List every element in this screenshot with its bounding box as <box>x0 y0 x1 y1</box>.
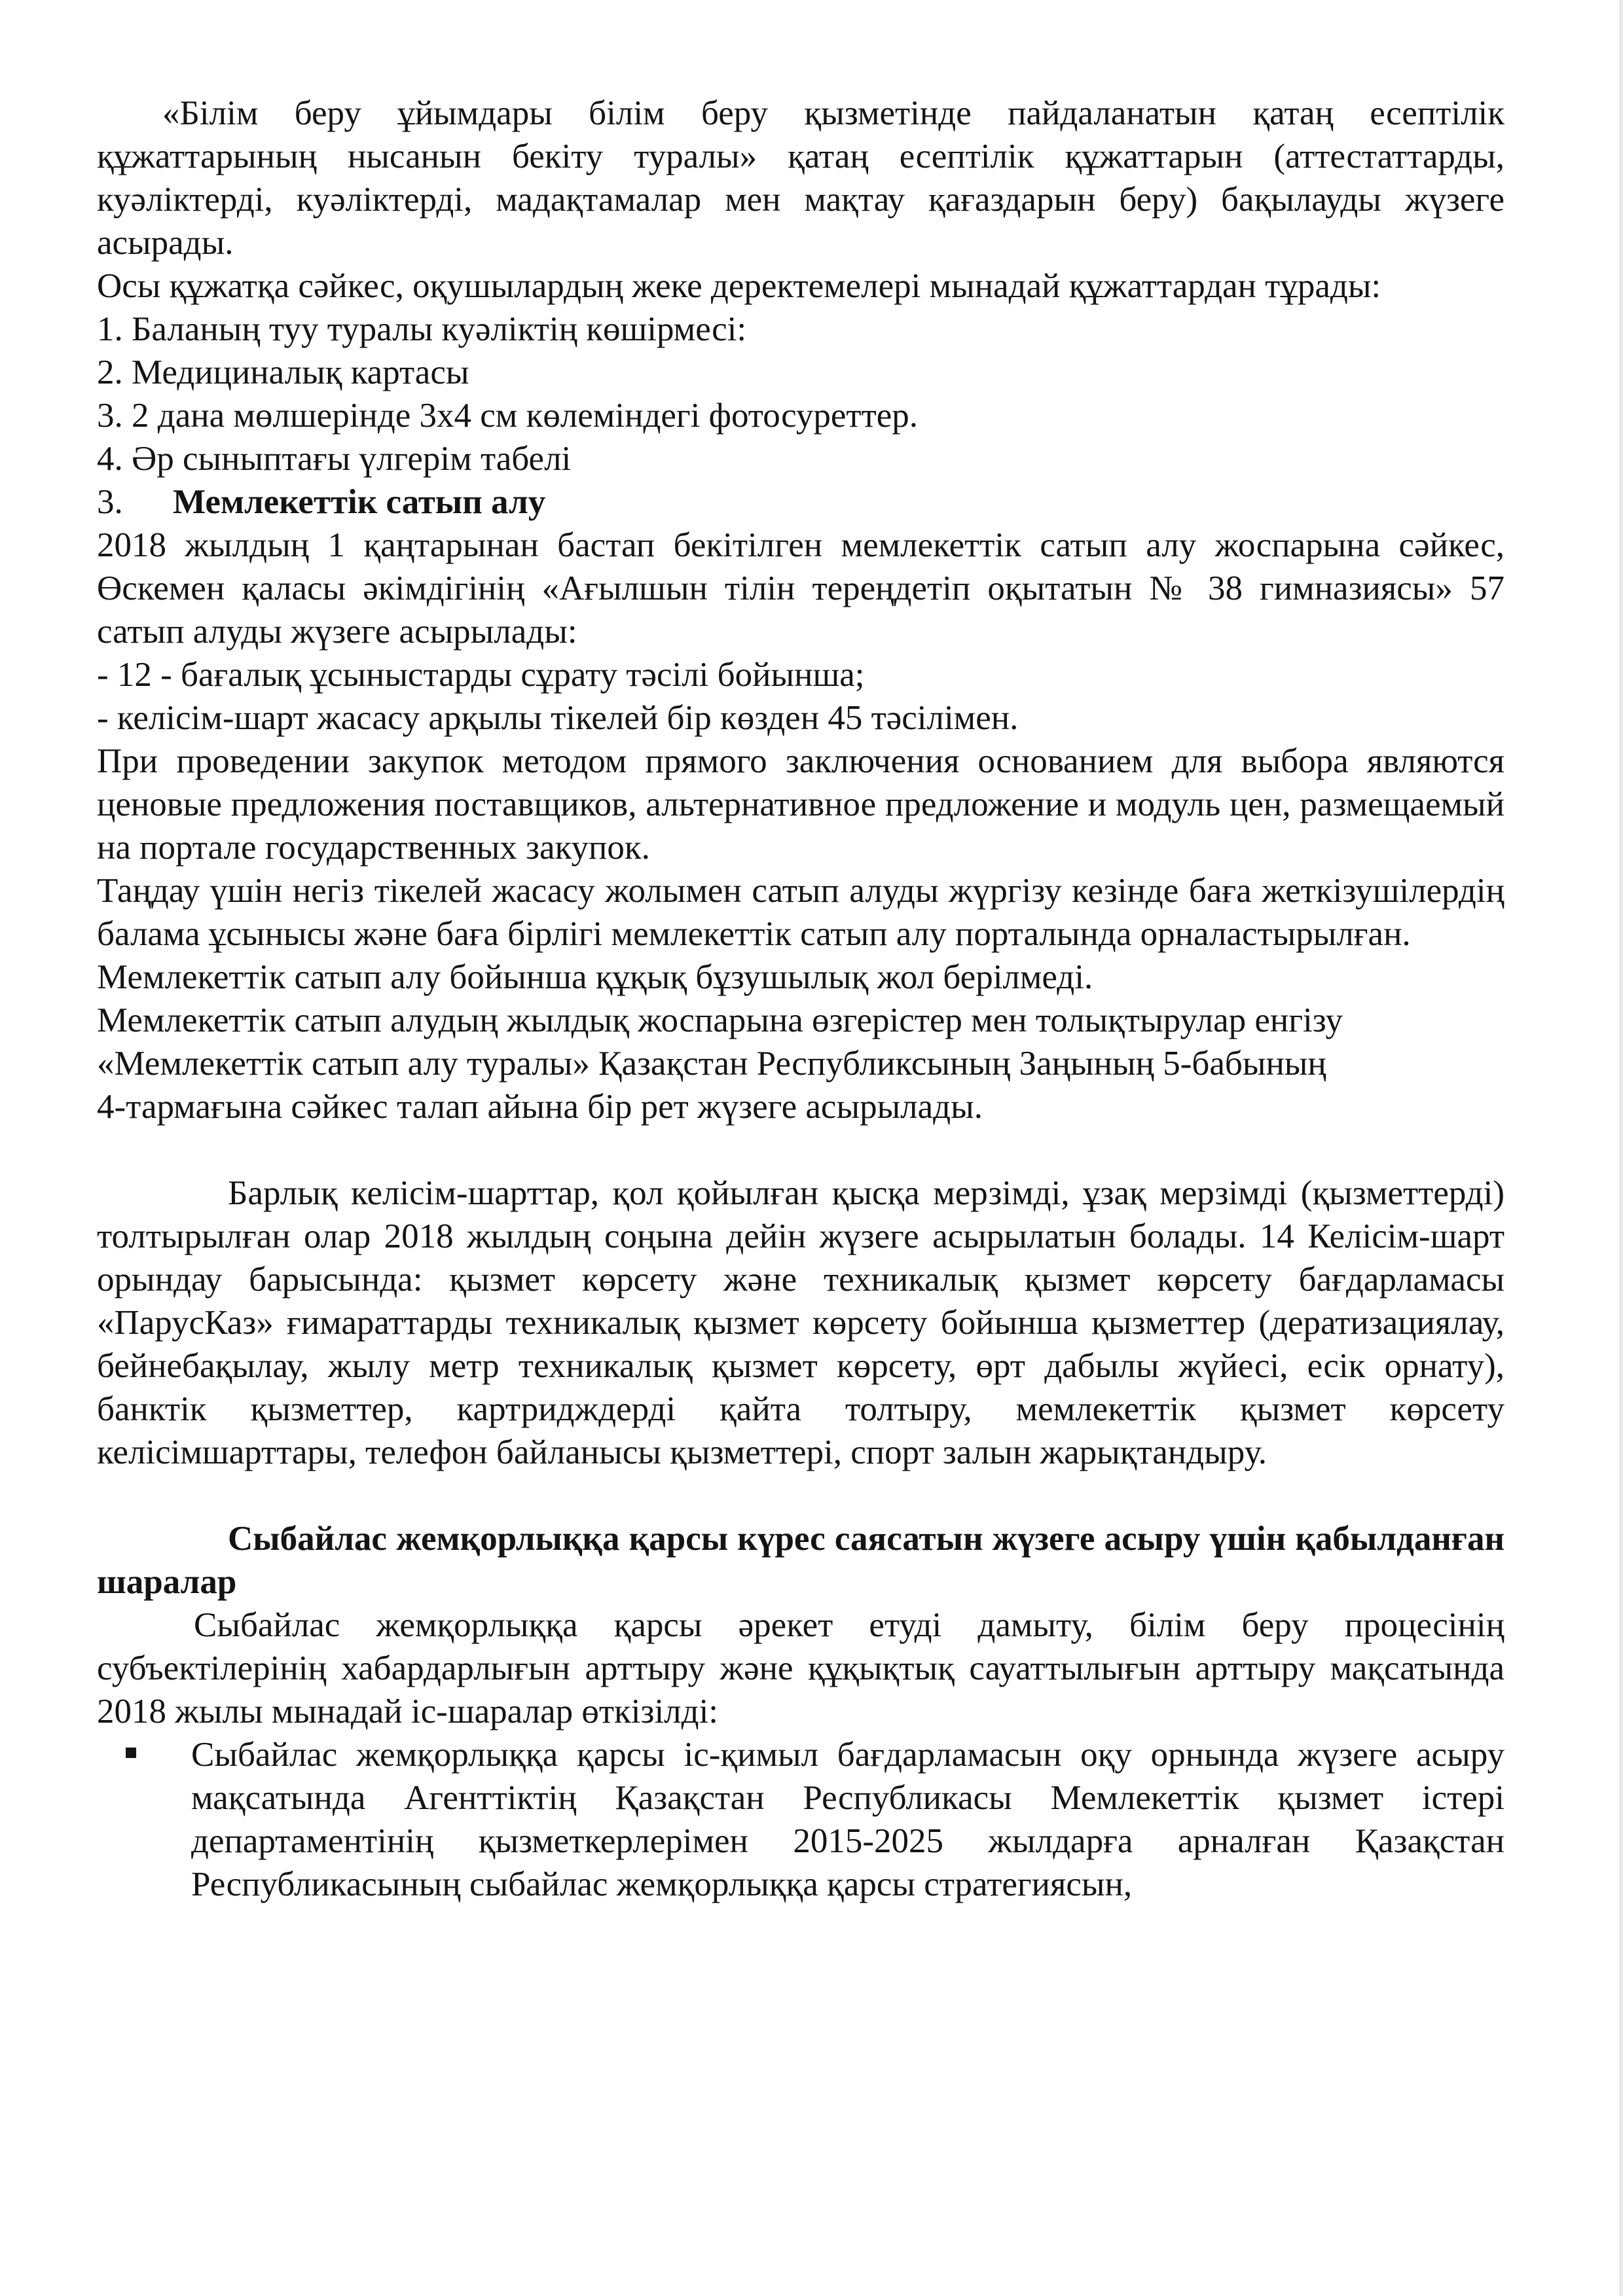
bullet-list <box>97 1733 1504 1906</box>
section-number: 3. <box>97 483 123 521</box>
paragraph-personal-files: Осы құжатқа сәйкес, оқушылардың жеке деректемелері мынадай құжаттардан тұрады: <box>97 267 1381 305</box>
paragraph-procurement-plan: 2018 жылдың 1 қаңтарынан бастап бекітілген мемлекеттік сатып алу жоспарына сәйкес, Өскемен қаласы әкімдігінің «Ағылшын тілін тереңдетіп оқытатын № 38 гимназиясы» 57 сатып алуды жүзеге асырылады: <box>97 526 1504 651</box>
list-item: 4. Әр сыныптағы үлгерім табелі <box>97 440 572 478</box>
paragraph-contracts: Барлық келісім-шарттар, қол қойылған қысқа мерзімді, ұзақ мерзімді (қызметтерді) толтырылған олар 2018 жылдың соңына дейін жүзеге асырылатын болады. 14 Келісім-шарт орындау барысында: қызмет көрсету және техникалық қызмет көрсету бағдарламасы «ПарусКаз» ғимараттарды техникалық қызмет көрсету бойынша қызметтер (дератизациялау, бейнебақылау, жылу метр техникалық қызмет көрсету, өрт дабылы жүйесі, есік орнату), банктік қызметтер, картридждерді қайта толтыру, мемлекеттік қызмет көрсету келісімшарттары, телефон байланысы қызметтері, спорт залын жарықтандыру. <box>97 1174 1504 1471</box>
paragraph-no-violations: Мемлекеттік сатып алу бойынша құқық бұзушылық жол берілмеді. <box>97 958 1093 996</box>
paragraph-plan-changes-line1: Мемлекеттік сатып алудың жылдық жоспарына өзгерістер мен толықтырулар енгізу <box>97 1001 1343 1039</box>
section-heading-procurement <box>97 480 1504 524</box>
paragraph-strict-reporting: «Білім беру ұйымдары білім беру қызметінде пайдаланатын қатаң есептілік құжаттарының нысанын бекіту туралы» қатаң есептілік құжаттарын (аттестаттарды, куәліктерді, куәліктерді, мадақтамалар мен мақтау қағаздарын беру) бақылауды жүзеге асырады. <box>97 94 1504 262</box>
list-item: 2. Медициналық картасы <box>97 353 469 391</box>
spacer <box>97 1128 1504 1172</box>
dash-item-single-source: - келісім-шарт жасасу арқылы тікелей бір көзден 45 тәсілімен. <box>97 699 1019 737</box>
list-item: 3. 2 дана мөлшерінде 3х4 см көлеміндегі фотосуреттер. <box>97 397 919 435</box>
paragraph-selection-basis: Таңдау үшін негіз тікелей жасасу жолымен сатып алуды жүргізу кезінде баға жеткізушілердің балама ұсынысы және баға бірлігі мемлекеттік сатып алу порталында орналастырылған. <box>97 872 1504 953</box>
section-title: Мемлекеттік сатып алу <box>173 483 546 521</box>
paragraph-russian-procurement: При проведении закупок методом прямого заключения основанием для выбора являются ценовые предложения поставщиков, альтернативное предложение и модуль цен, размещаемый на портале государственных закупок. <box>97 742 1504 867</box>
paragraph-plan-changes-line2: «Мемлекеттік сатып алу туралы» Қазақстан Республиксының Заңының 5-бабының <box>97 1045 1326 1083</box>
dash-item-price-offers: - 12 - бағалық ұсыныстарды сұрату тәсілі бойынша; <box>97 656 865 694</box>
scan-edge <box>1619 0 1623 2296</box>
list-item: 1. Баланың туу туралы куәліктің көшірмесі: <box>97 310 747 348</box>
paragraph-anticorruption-measures: Сыбайлас жемқорлыққа қарсы әрекет етуді дамыту, білім беру процесінің субъектілерінің хабардарлығын арттыру және құқықтық сауаттылығын арттыру мақсатында 2018 жылы мынадай іс-шаралар өткізілді: <box>97 1606 1504 1731</box>
spacer <box>97 1474 1504 1517</box>
bullet-text: Сыбайлас жемқорлыққа қарсы іс-қимыл бағдарламасын оқу орнында жүзеге асыру мақсатында Агенттіктің Қазақстан Республикасы Мемлекеттік қызмет істері департаментінің қызметкерлерімен 2015-2025 жылдарға арналған Қазақстан Республикасының сыбайлас жемқорлыққа қарсы стратегиясын, <box>191 1736 1504 1903</box>
square-bullet-icon <box>126 1748 136 1758</box>
paragraph-plan-changes-line3: 4-тармағына сәйкес талап айына бір рет жүзеге асырылады. <box>97 1088 983 1126</box>
heading-anticorruption: Сыбайлас жемқорлыққа қарсы күрес саясатын жүзеге асыру үшін қабылданған шаралар <box>97 1520 1504 1601</box>
document-page <box>97 92 1504 1906</box>
bullet-item <box>97 1733 1504 1906</box>
